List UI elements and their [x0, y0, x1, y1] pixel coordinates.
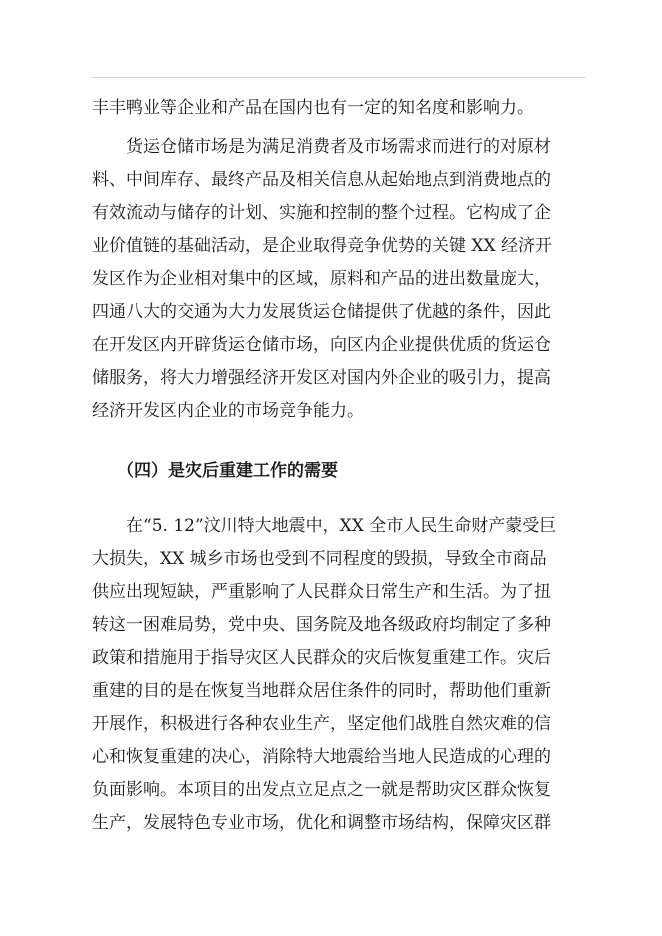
section-heading-text: （四）是灾后重建工作的需要 [117, 461, 338, 481]
text-line-content: 货运仓储市场是为满足消费者及市场需求而进行的对原材 [126, 137, 551, 157]
text-line-content: 经济开发区内企业的市场竞争能力。 [92, 401, 364, 421]
text-line-content: 丰丰鸭业等企业和产品在国内也有一定的知名度和影响力。 [92, 98, 534, 118]
text-line-content: 料、中间库存、最终产品及相关信息从起始地点到消费地点的 [92, 170, 551, 190]
text-line-content: 四通八大的交通为大力发展货运仓储提供了优越的条件，因此 [92, 302, 551, 322]
text-line-content: 大损失，XX 城乡市场也受到不同程度的毁损，导致全市商品 [92, 549, 547, 569]
text-line-content: 开展作，积极进行各种农业生产，坚定他们战胜自然灾难的信 [92, 714, 551, 734]
text-line-content: 在开发区内开辟货运仓储市场，向区内企业提供优质的货运仓 [92, 335, 551, 355]
text-line-content: 有效流动与储存的计划、实施和控制的整个过程。它构成了企 [92, 203, 551, 223]
text-line-content: 政策和措施用于指导灾区人民群众的灾后恢复重建工作。灾后 [92, 648, 551, 668]
text-line-content: 生产，发展特色专业市场，优化和调整市场结构，保障灾区群 [92, 813, 551, 833]
text-line-content: 供应出现短缺，严重影响了人民群众日常生产和生活。为了扭 [92, 582, 551, 602]
text-line-content: 储服务，将大力增强经济开发区对国内外企业的吸引力，提高 [92, 368, 551, 388]
text-line-content: 发区作为企业相对集中的区域，原料和产品的进出数量庞大， [92, 269, 551, 289]
text-line-content: 在“5. 12”汶川特大地震中，XX 全市人民生命财产蒙受巨 [126, 516, 557, 536]
text-line-content: 心和恢复重建的决心，消除特大地震给当地人民造成的心理的 [92, 747, 551, 767]
text-line-content: 转这一困难局势，党中央、国务院及地各级政府均制定了多种 [92, 615, 551, 635]
header-rule [92, 77, 585, 78]
text-line-content: 负面影响。本项目的出发点立足点之一就是帮助灾区群众恢复 [92, 780, 551, 800]
text-line-content: 重建的目的是在恢复当地群众居住条件的同时，帮助他们重新 [92, 681, 551, 701]
text-line-content: 业价值链的基础活动，是企业取得竞争优势的关键 XX 经济开 [92, 236, 553, 256]
